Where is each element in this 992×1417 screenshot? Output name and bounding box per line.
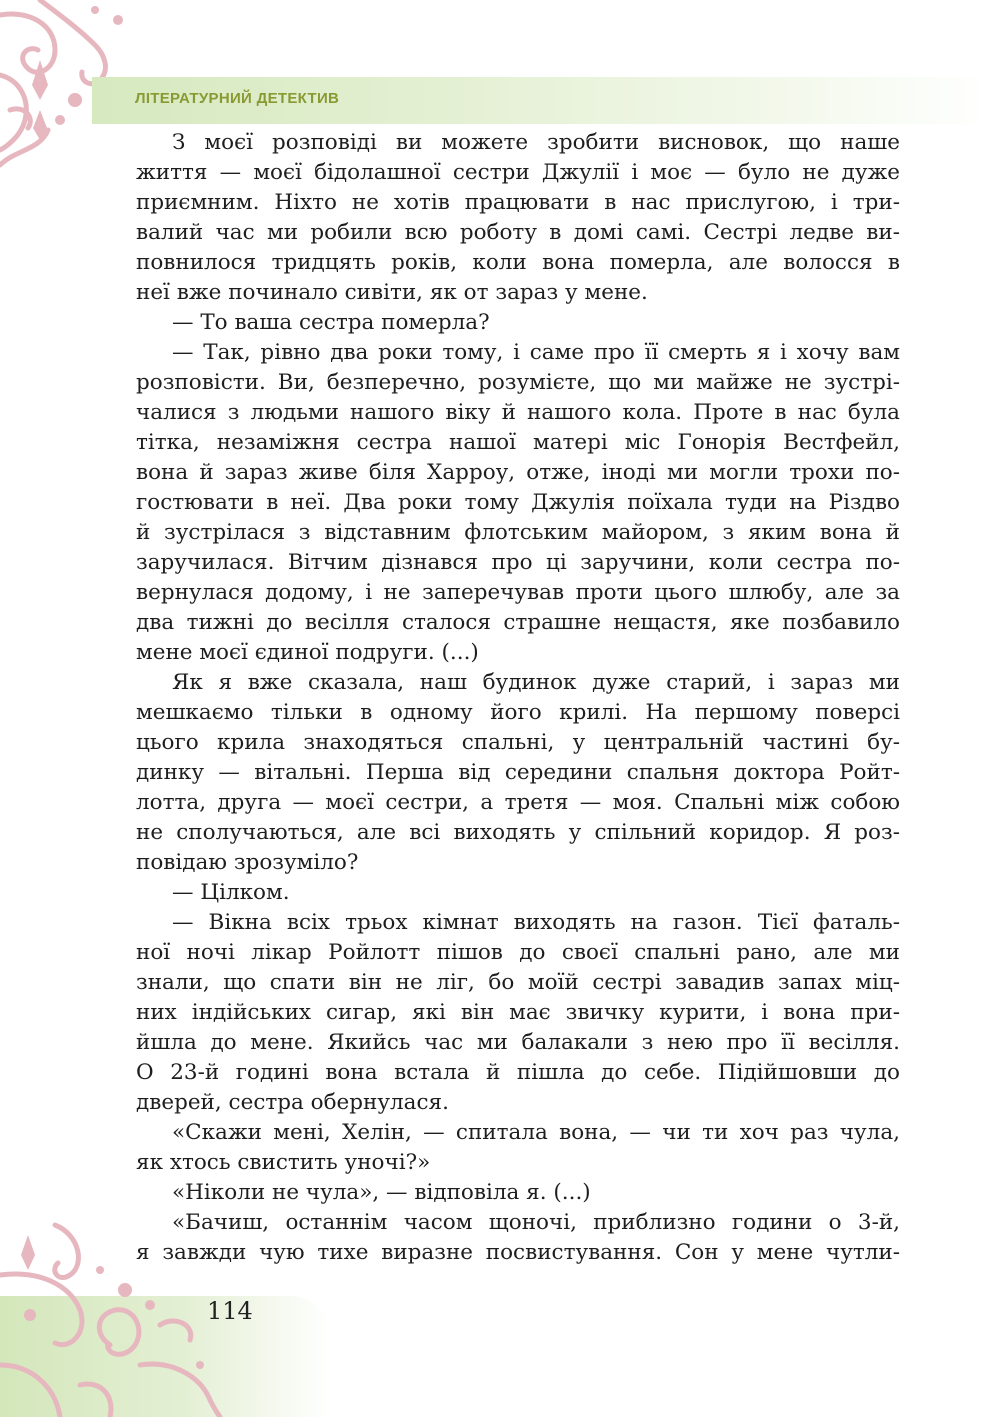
text-line: О 23-й годині вона встала й пішла до себе. Підійшовши до — [136, 1060, 900, 1085]
text-line: ної ночі лікар Ройлотт пішов до своєї спальні рано, але ми — [136, 940, 900, 965]
text-line: життя — моєї бідолашної сестри Джулії і моє — було не дуже — [136, 160, 900, 185]
text-line: заручилася. Вітчим дізнався про ці заручини, коли сестра по- — [136, 550, 900, 575]
text-line: знали, що спати він не ліг, бо моїй сестрі завадив запах міц- — [136, 970, 900, 995]
text-line: тітка, незаміжня сестра нашої матері міс Гонорія Вестфейл, — [136, 430, 900, 455]
body-text — [136, 128, 900, 1268]
text-line: приємним. Ніхто не хотів працювати в нас прислугою, і три- — [136, 190, 900, 215]
text-line: розповісти. Ви, безперечно, розумієте, що ми майже не зустрі- — [136, 370, 900, 395]
text-line: вона й зараз живе біля Харроу, отже, іноді ми могли трохи по- — [136, 460, 900, 485]
text-line: валий час ми робили всю роботу в домі самі. Сестрі ледве ви- — [136, 220, 900, 245]
text-line: вернулася додому, і не заперечував проти цього шлюбу, але за — [136, 580, 900, 605]
text-line: повнилося тридцять років, коли вона померла, але волосся в — [136, 250, 900, 275]
text-line: «Бачиш, останнім часом щоночі, приблизно години о 3-й, — [172, 1210, 900, 1235]
text-line: — Так, рівно два роки тому, і саме про її смерть я і хочу вам — [172, 340, 900, 365]
text-line: й зустрілася з відставним флотським майором, з яким вона й — [136, 520, 900, 545]
text-line: дверей, сестра обернулася. — [136, 1090, 449, 1115]
text-line: два тижні до весілля сталося страшне нещастя, яке позбавило — [136, 610, 900, 635]
text-line: лотта, друга — моєї сестри, а третя — моя. Спальні між собою — [136, 790, 900, 815]
text-line: не сполучаються, але всі виходять у спільний коридор. Я роз- — [136, 820, 900, 845]
text-line: гостювати в неї. Два роки тому Джулія поїхала туди на Різдво — [136, 490, 900, 515]
text-line: — Вікна всіх трьох кімнат виходять на газон. Тієї фаталь- — [172, 910, 900, 935]
text-line: повідаю зрозуміло? — [136, 850, 359, 875]
text-line: Як я вже сказала, наш будинок дуже старий, і зараз ми — [172, 670, 900, 695]
page-number: 114 — [207, 1297, 253, 1325]
text-line: них індійських сигар, які він має звичку курити, і вона при- — [136, 1000, 900, 1025]
text-line: динку — вітальні. Перша від середини спальня доктора Ройт- — [136, 760, 900, 785]
text-line: як хтось свистить уночі?» — [136, 1150, 431, 1175]
text-line: неї вже починало сивіти, як от зараз у мене. — [136, 280, 648, 305]
text-line: чалися з людьми нашого віку й нашого кола. Проте в нас була — [136, 400, 900, 425]
text-line: — Цілком. — [172, 880, 290, 905]
text-line: мешкаємо тільки в одному його крилі. На першому поверсі — [136, 700, 900, 725]
text-line: З моєї розповіді ви можете зробити висновок, що наше — [172, 130, 900, 155]
text-line: мене моєї єдиної подруги. (...) — [136, 640, 479, 665]
text-line: — То ваша сестра померла? — [172, 310, 490, 335]
section-title: ЛІТЕРАТУРНИЙ ДЕТЕКТИВ — [135, 90, 340, 107]
text-line: цього крила знаходяться спальні, у центральній частині бу- — [136, 730, 900, 755]
text-line: я завжди чую тихе виразне посвистування. Сон у мене чутли- — [136, 1240, 900, 1265]
text-line: йшла до мене. Якийсь час ми балакали з нею про її весілля. — [136, 1030, 900, 1055]
text-line: «Скажи мені, Хелін, — спитала вона, — чи ти хоч раз чула, — [172, 1120, 900, 1145]
text-line: «Ніколи не чула», — відповіла я. (...) — [172, 1180, 591, 1205]
